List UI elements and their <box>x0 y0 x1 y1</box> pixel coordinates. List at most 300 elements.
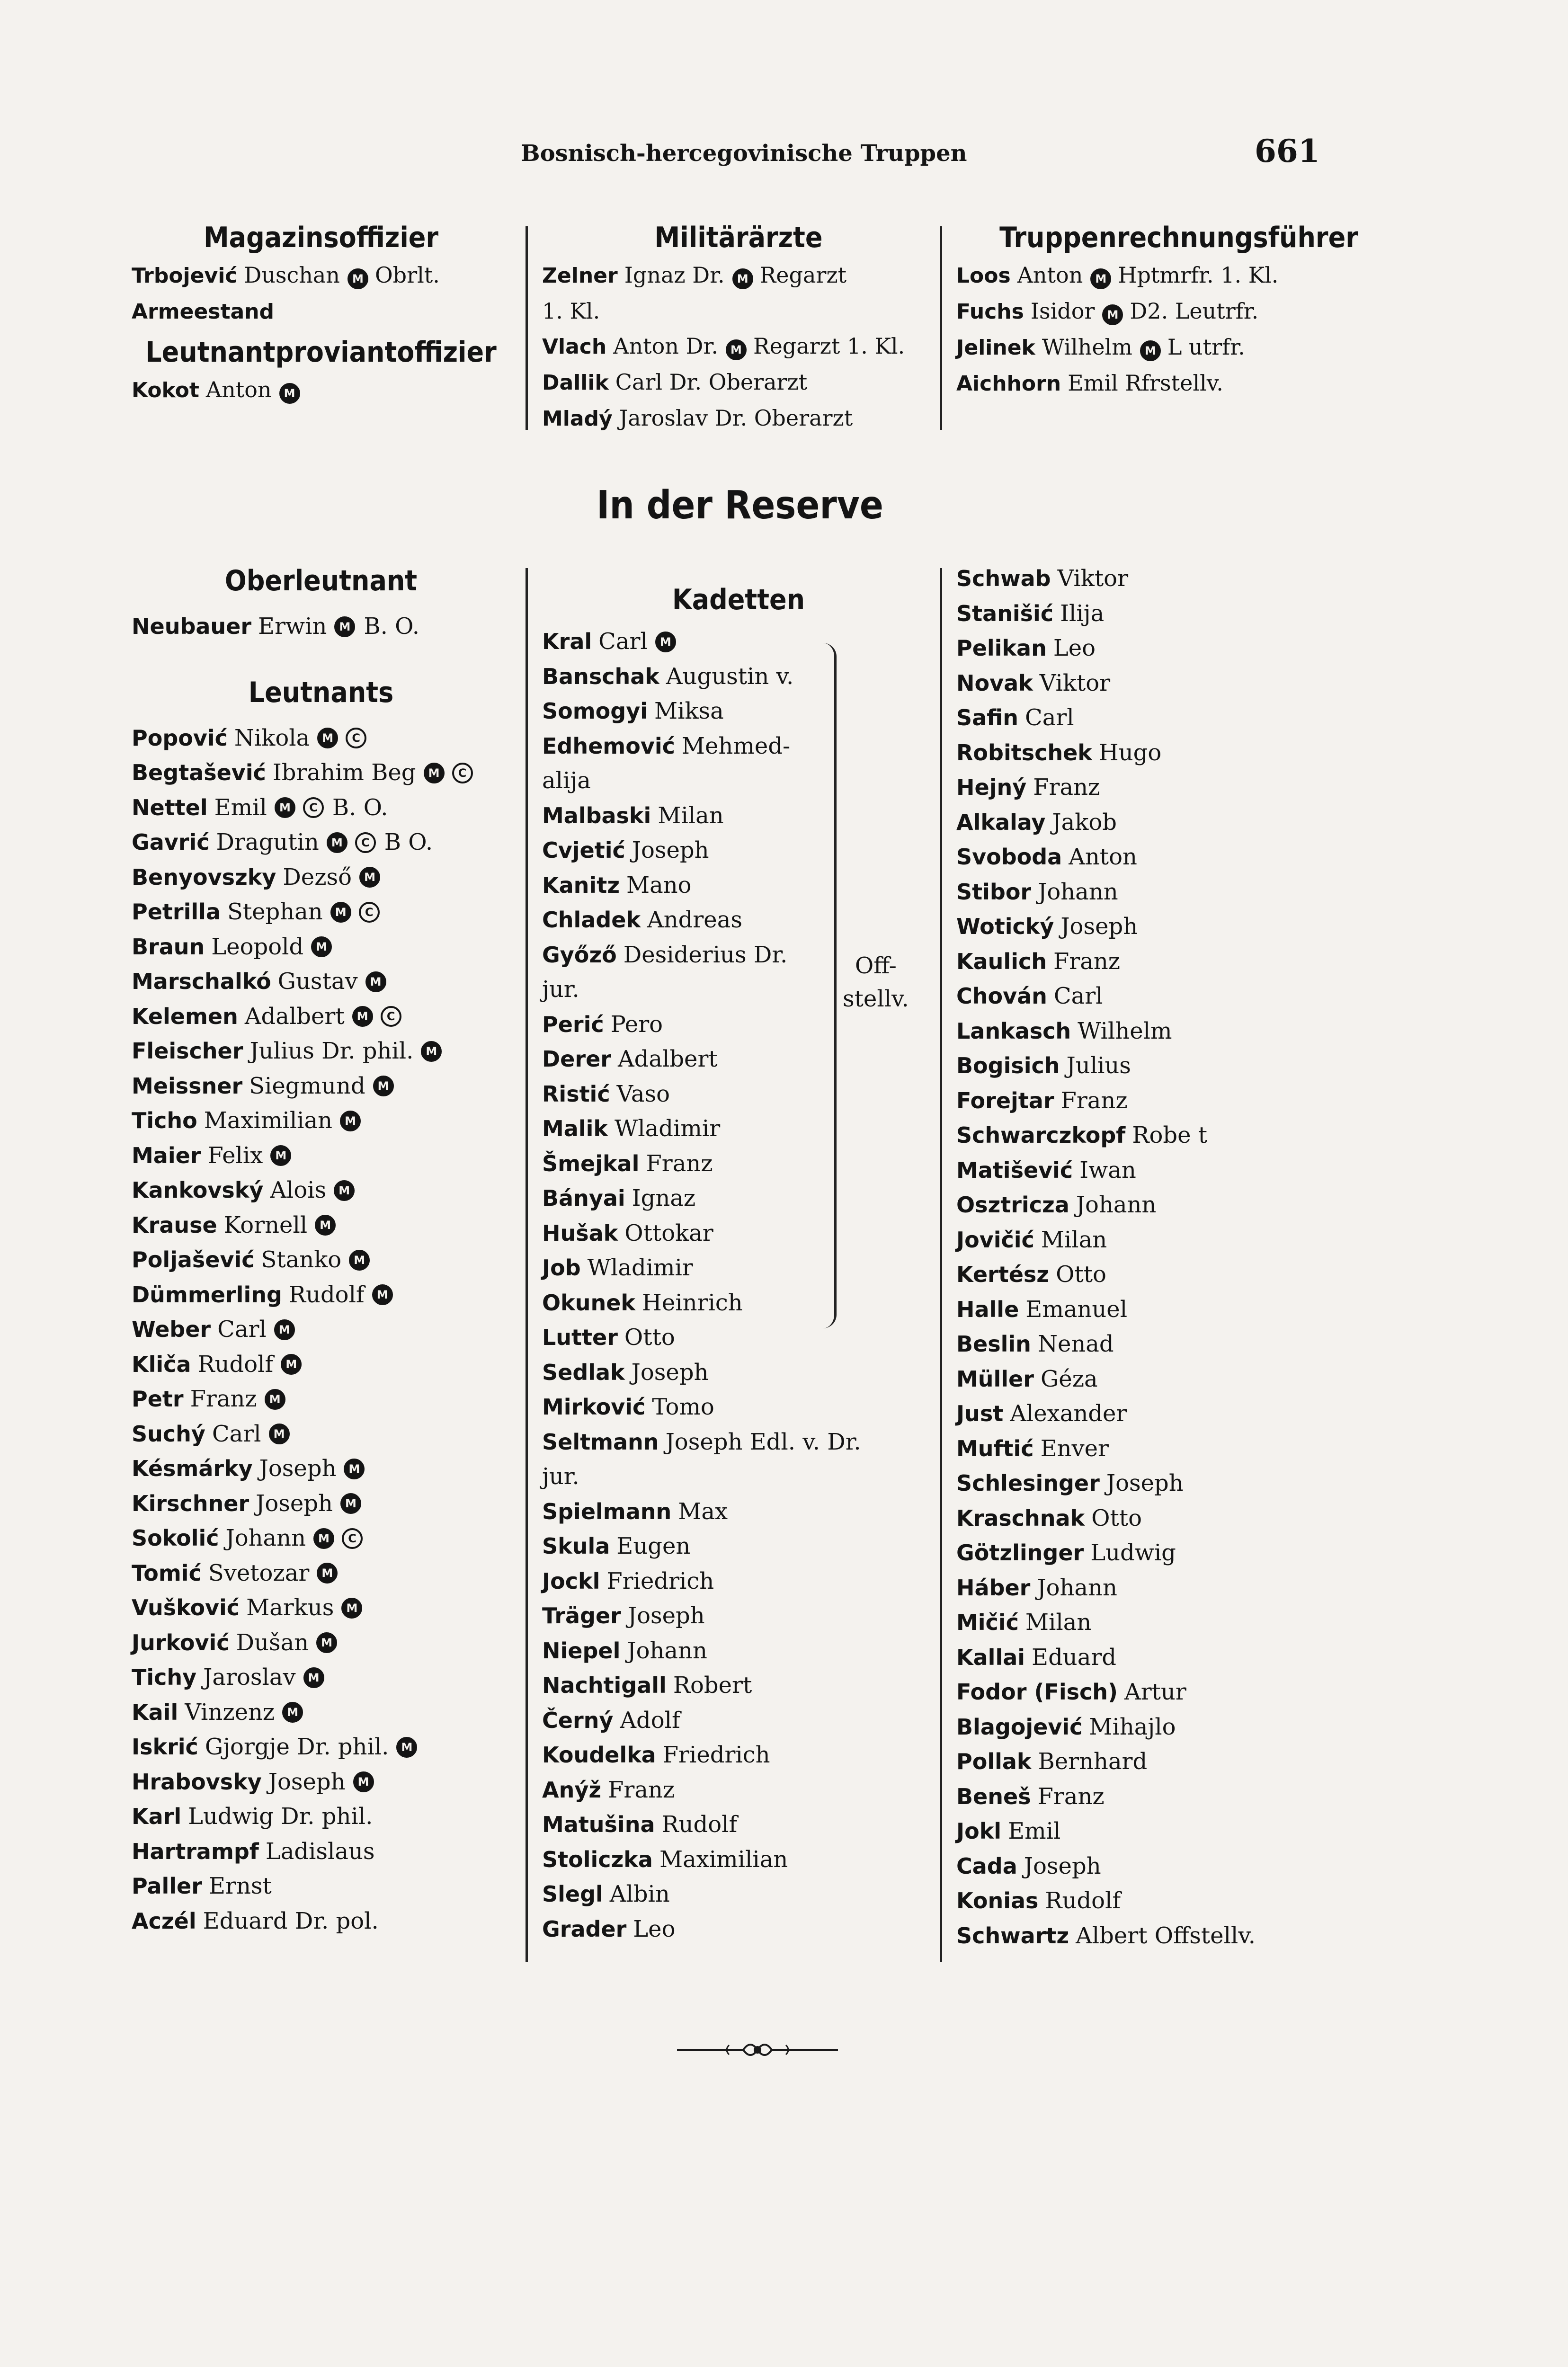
given-name: Eugen <box>616 1533 691 1559</box>
surname: Stanišić <box>956 600 1054 626</box>
surname: Tomić <box>132 1560 202 1586</box>
given-name: Bernhard <box>1038 1748 1148 1775</box>
m-badge-icon: M <box>334 616 355 637</box>
list-item <box>956 1362 1401 1397</box>
surname: Dallik <box>542 371 609 395</box>
surname: Okunek <box>542 1290 635 1316</box>
surname: Konias <box>956 1888 1039 1913</box>
given-name: Ludwig <box>1090 1539 1176 1566</box>
given-name: Artur <box>1124 1679 1186 1705</box>
list-item <box>132 372 510 408</box>
surname: Koudelka <box>542 1742 656 1768</box>
given-name: Joseph <box>632 837 709 863</box>
list-item <box>132 609 510 644</box>
list-item <box>956 1780 1401 1815</box>
surname: Zelner <box>542 264 618 288</box>
list-item <box>132 1312 510 1347</box>
given-name: Carl Dr. Oberarzt <box>615 369 808 395</box>
given-name: Svetozar <box>208 1559 310 1586</box>
list-item <box>542 1390 935 1425</box>
kadetten-list <box>542 624 935 1947</box>
rank: Obrlt. <box>374 262 440 288</box>
given-name: Siegmund <box>249 1072 365 1099</box>
c-badge-icon: C <box>355 832 376 853</box>
surname: Götzlinger <box>956 1540 1084 1566</box>
list-item <box>956 1710 1401 1745</box>
c-badge-icon: C <box>303 797 324 818</box>
list-item <box>132 825 510 860</box>
list-item <box>542 1147 935 1182</box>
list-item <box>542 1842 935 1878</box>
given-name: Rudolf <box>288 1281 365 1308</box>
given-name: Franz <box>1053 948 1121 975</box>
kadetten-column <box>542 580 935 1947</box>
surname: Aichhorn <box>956 372 1061 396</box>
m-badge-icon: M <box>340 1493 361 1514</box>
given-name: Johann <box>1038 878 1118 905</box>
list-item <box>542 1042 935 1077</box>
surname: Petr <box>132 1386 184 1412</box>
list-item <box>956 1014 1401 1049</box>
surname: Svoboda <box>956 844 1062 870</box>
given-name: Max <box>678 1498 728 1525</box>
list-item <box>956 840 1401 875</box>
list-item <box>132 1382 510 1417</box>
top-right-column <box>956 218 1401 401</box>
given-name: Otto <box>1091 1504 1142 1531</box>
list-item <box>542 1912 935 1947</box>
m-badge-icon: M <box>344 1459 365 1479</box>
given-name: Franz <box>646 1150 713 1177</box>
given-name: Miksa <box>654 698 724 724</box>
surname: Jurković <box>132 1629 230 1655</box>
list-item <box>956 944 1401 979</box>
given-name: Otto <box>624 1324 675 1351</box>
c-badge-icon: C <box>452 763 473 783</box>
list-item <box>542 1112 935 1147</box>
surname: Fleischer <box>132 1038 243 1064</box>
surname: Edhemović <box>542 733 675 759</box>
list-item <box>132 1278 510 1313</box>
given-name: Carl <box>212 1420 261 1447</box>
list-item <box>132 1243 510 1278</box>
list-item <box>542 1320 935 1355</box>
list-item <box>542 1773 935 1808</box>
surname: Stibor <box>956 879 1032 905</box>
given-name: Joseph <box>627 1602 705 1629</box>
surname: Just <box>956 1401 1004 1426</box>
m-badge-icon: M <box>352 1006 373 1027</box>
m-badge-icon: M <box>349 1250 370 1271</box>
given-name: Robe t <box>1132 1122 1208 1148</box>
list-item <box>132 294 510 329</box>
surname: Jovičić <box>956 1227 1034 1253</box>
list-item <box>542 1807 935 1842</box>
given-name: alija <box>542 767 591 794</box>
given-name: Ignaz Dr. <box>624 262 725 288</box>
list-item <box>956 1153 1401 1188</box>
surname: Matušina <box>542 1812 655 1837</box>
rank: D2. Leutrfr. <box>1130 298 1259 324</box>
given-name: Dezső <box>283 863 352 890</box>
surname: Hrabovsky <box>132 1769 262 1795</box>
reserve-right-column <box>956 561 1401 1953</box>
surname: Schwab <box>956 566 1051 591</box>
rank: Hptmrfr. 1. Kl. <box>1118 262 1279 288</box>
list-item <box>542 659 935 694</box>
given-name: Hugo <box>1098 739 1162 766</box>
leutnant-list <box>132 721 510 1939</box>
list-item <box>542 365 935 400</box>
surname: Jokl <box>956 1818 1002 1844</box>
rank: Regarzt 1. Kl. <box>753 333 905 359</box>
given-name: Gjorgje Dr. phil. <box>205 1734 389 1760</box>
m-badge-icon: M <box>424 763 445 783</box>
given-name: Joseph Edl. v. Dr. <box>665 1428 861 1455</box>
m-badge-icon: M <box>265 1389 285 1410</box>
m-badge-icon: M <box>282 1702 303 1723</box>
surname: Halle <box>956 1296 1019 1322</box>
surname: Kanitz <box>542 872 620 898</box>
given-name: Adalbert <box>244 1003 345 1030</box>
list-item <box>542 624 935 659</box>
list-item <box>132 1869 510 1904</box>
surname: Gavrić <box>132 829 210 855</box>
section-title-reserve: In der Reserve <box>597 483 883 528</box>
surname: Spielmann <box>542 1498 672 1524</box>
list-item <box>132 1521 510 1556</box>
surname: Lutter <box>542 1325 618 1350</box>
section-title-militaeraerzte: Militärärzte <box>654 221 823 254</box>
list-item <box>956 1397 1401 1432</box>
list-item <box>132 1556 510 1591</box>
surname: Maier <box>132 1142 201 1168</box>
given-name: Augustin v. <box>666 663 794 690</box>
given-name: Milan <box>658 802 724 829</box>
given-name: Wilhelm <box>1078 1017 1172 1044</box>
surname: Šmejkal <box>542 1150 640 1176</box>
surname: Trbojević <box>132 264 238 288</box>
surname: Beslin <box>956 1331 1031 1357</box>
surname: Suchý <box>132 1421 205 1447</box>
surname: Skula <box>542 1533 610 1559</box>
surname: Kirschner <box>132 1490 249 1516</box>
surname: Osztricza <box>956 1192 1069 1218</box>
given-name: Johann <box>627 1637 707 1664</box>
c-badge-icon: C <box>359 902 380 923</box>
list-item <box>542 400 935 436</box>
surname: Ticho <box>132 1108 197 1133</box>
m-badge-icon: M <box>327 832 347 853</box>
section-title-leutnantproviantoffizier: Leutnantproviantoffizier <box>145 336 497 369</box>
suffix: B. O. <box>364 613 419 640</box>
officers-column <box>132 561 510 1939</box>
given-name: Carl <box>1025 704 1074 731</box>
given-name: Robert <box>673 1672 752 1699</box>
given-name: Julius <box>1066 1052 1131 1079</box>
rank: Regarzt <box>759 262 847 288</box>
section-title-magazinsoffizier: Magazinsoffizier <box>203 221 439 254</box>
given-name: Jaroslav Dr. Oberarzt <box>619 405 853 431</box>
column-rule-lower-1 <box>526 568 528 1962</box>
given-name: Mihajlo <box>1089 1713 1176 1740</box>
list-item <box>132 1591 510 1626</box>
m-badge-icon: M <box>316 1632 337 1653</box>
given-name: Joseph <box>256 1490 333 1517</box>
m-badge-icon: M <box>421 1041 442 1062</box>
surname: Muftić <box>956 1435 1034 1461</box>
list-item <box>956 701 1401 736</box>
list-item <box>132 791 510 826</box>
rank: L utrfr. <box>1167 334 1245 360</box>
given-name: Ottokar <box>624 1219 713 1246</box>
m-badge-icon: M <box>365 971 386 992</box>
given-name: Leopold <box>211 933 304 960</box>
given-name: Franz <box>608 1776 675 1803</box>
given-name: Vaso <box>616 1080 670 1107</box>
list-item <box>956 1432 1401 1467</box>
given-name: Nenad <box>1037 1331 1114 1357</box>
m-badge-icon: M <box>340 1111 361 1131</box>
surname: Bányai <box>542 1185 625 1211</box>
surname: Kaulich <box>956 948 1047 974</box>
list-item <box>132 895 510 930</box>
given-name: Géza <box>1040 1365 1098 1392</box>
surname: Tichy <box>132 1664 197 1690</box>
list-item <box>542 1459 935 1495</box>
section-title-truppenrechnungsfuehrer: Truppenrechnungsführer <box>999 221 1358 254</box>
list-item <box>132 721 510 756</box>
given-name: Stanko <box>261 1246 342 1273</box>
surname: Pollak <box>956 1749 1032 1774</box>
list-item <box>956 1327 1401 1362</box>
given-name: Franz <box>190 1386 257 1412</box>
m-badge-icon: M <box>317 728 338 748</box>
given-name: Milan <box>1041 1226 1107 1253</box>
given-name: Viktor <box>1057 565 1129 592</box>
given-name: Emil <box>1008 1818 1061 1844</box>
given-name: Mehmed- <box>681 732 791 759</box>
surname: Derer <box>542 1046 611 1072</box>
brace-label-line-2: stellv. <box>843 986 909 1012</box>
list-item <box>132 1486 510 1522</box>
list-item <box>542 1077 935 1112</box>
given-name: Franz <box>1060 1087 1128 1114</box>
given-name: Stephan <box>227 899 323 925</box>
surname: Robitschek <box>956 739 1092 765</box>
list-item <box>542 1599 935 1634</box>
list-item <box>542 1495 935 1530</box>
surname: Malbaski <box>542 802 651 828</box>
list-item <box>542 1634 935 1669</box>
m-badge-icon: M <box>655 632 676 652</box>
surname: Slegl <box>542 1881 603 1907</box>
given-name: Alois <box>270 1177 327 1203</box>
given-name: Iwan <box>1079 1157 1136 1184</box>
list-item <box>132 1208 510 1243</box>
given-name: Heinrich <box>641 1289 743 1316</box>
given-name: Rudolf <box>1045 1887 1121 1914</box>
given-name: Ladislaus <box>265 1838 375 1865</box>
list-item <box>956 1118 1401 1153</box>
given-name: Julius Dr. phil. <box>249 1038 414 1064</box>
list-item <box>956 1919 1401 1954</box>
list-item <box>956 1223 1401 1258</box>
list-item <box>956 365 1401 401</box>
list-item <box>132 1173 510 1208</box>
surname: Loos <box>956 264 1011 288</box>
surname: Seltmann <box>542 1429 659 1455</box>
surname: Mladý <box>542 407 613 431</box>
m-badge-icon: M <box>334 1180 355 1201</box>
given-name: Ilija <box>1060 600 1105 627</box>
m-badge-icon: M <box>303 1667 324 1688</box>
surname: Paller <box>132 1873 202 1899</box>
surname: Sedlak <box>542 1359 625 1385</box>
given-name: Jaroslav <box>203 1664 296 1691</box>
given-name: Carl <box>1053 983 1103 1009</box>
given-name: Erwin <box>258 613 327 640</box>
c-badge-icon: C <box>381 1006 401 1027</box>
list-item <box>132 1660 510 1695</box>
list-item <box>956 1571 1401 1606</box>
surname: Aczél <box>132 1908 196 1934</box>
list-item <box>542 294 935 329</box>
given-name: jur. <box>542 976 579 1003</box>
surname: Schwartz <box>956 1922 1069 1949</box>
given-name: Johann <box>225 1525 306 1551</box>
rank-continued: 1. Kl. <box>542 298 600 324</box>
given-name: Joseph <box>631 1359 709 1386</box>
surname: Černý <box>542 1707 614 1733</box>
given-name: Rudolf <box>661 1811 738 1838</box>
list-item <box>956 1744 1401 1780</box>
surname: Blagojević <box>956 1714 1083 1740</box>
given-name: Duschan <box>244 262 340 288</box>
list-item <box>542 1564 935 1599</box>
m-badge-icon: M <box>373 1076 394 1096</box>
given-name: Johann <box>1037 1574 1117 1601</box>
given-name: Albert Offstellv. <box>1076 1922 1256 1949</box>
surname: Lankasch <box>956 1018 1071 1044</box>
given-name: Joseph <box>1106 1470 1184 1496</box>
surname: Vlach <box>542 335 607 359</box>
list-item <box>542 1355 935 1390</box>
section-title-oberleutnant: Oberleutnant <box>224 564 418 597</box>
list-item <box>132 756 510 791</box>
given-name: Nikola <box>234 724 310 751</box>
surname: Somogyi <box>542 698 648 724</box>
list-item <box>956 1049 1401 1084</box>
given-name: Anton <box>1069 844 1137 870</box>
surname: Wotický <box>956 914 1054 939</box>
list-item <box>542 729 935 764</box>
list-item <box>956 1188 1401 1223</box>
surname: Matišević <box>956 1157 1073 1183</box>
list-item <box>542 764 935 799</box>
surname: Petrilla <box>132 899 221 925</box>
m-badge-icon: M <box>372 1284 393 1305</box>
top-left-column <box>132 218 510 408</box>
given-name: Ernst <box>208 1873 272 1899</box>
m-badge-icon: M <box>1102 304 1123 325</box>
surname: Kelemen <box>132 1003 238 1029</box>
surname: Cvjetić <box>542 837 625 863</box>
given-name: Friedrich <box>606 1567 714 1594</box>
m-badge-icon: M <box>279 383 300 404</box>
surname: Marschalkó <box>132 969 271 994</box>
surname: Alkalay <box>956 809 1046 835</box>
list-item <box>542 1529 935 1564</box>
m-badge-icon: M <box>270 1145 291 1166</box>
surname: Chován <box>956 983 1047 1009</box>
given-name: Isidor <box>1030 298 1095 324</box>
list-item <box>956 1536 1401 1571</box>
c-badge-icon: C <box>346 728 366 748</box>
given-name: Albin <box>609 1881 670 1907</box>
list-item <box>542 1216 935 1251</box>
surname: Kokot <box>132 378 199 402</box>
brace-label <box>843 949 909 1015</box>
surname: Fuchs <box>956 300 1024 324</box>
list-item <box>542 694 935 729</box>
list-item <box>956 875 1401 910</box>
top-mid-column <box>542 218 935 436</box>
list-item <box>956 1084 1401 1119</box>
running-title: Bosnisch-hercegovinische Truppen <box>521 140 967 167</box>
m-badge-icon: M <box>269 1424 290 1444</box>
surname: Perić <box>542 1011 604 1037</box>
surname: Träger <box>542 1603 621 1628</box>
given-name: Eduard <box>1032 1644 1116 1671</box>
m-badge-icon: M <box>1140 340 1161 361</box>
surname: Forejtar <box>956 1087 1054 1113</box>
given-name: Felix <box>207 1142 263 1169</box>
given-name: Ibrahim Beg <box>272 759 416 786</box>
list-item <box>132 1695 510 1730</box>
surname: Dümmerling <box>132 1281 282 1308</box>
m-badge-icon: M <box>330 902 351 923</box>
list-item <box>542 799 935 834</box>
surname: Benyovszky <box>132 864 276 890</box>
list-item <box>132 930 510 965</box>
given-name: Viktor <box>1039 669 1111 696</box>
given-name: Alexander <box>1010 1400 1127 1427</box>
given-name: Anton <box>1017 262 1083 288</box>
list-item <box>956 736 1401 771</box>
given-name: Franz <box>1033 774 1100 801</box>
given-name: Adalbert <box>617 1046 718 1072</box>
list-item <box>132 1799 510 1834</box>
surname: Győző <box>542 942 617 968</box>
list-item <box>956 329 1401 365</box>
surname: Chladek <box>542 907 641 933</box>
surname: Popović <box>132 725 228 751</box>
list-item <box>542 868 935 903</box>
given-name: Emanuel <box>1025 1296 1128 1323</box>
m-badge-icon: M <box>347 268 368 289</box>
given-name: Rudolf <box>197 1351 274 1378</box>
list-item <box>956 1640 1401 1675</box>
surname: Háber <box>956 1575 1031 1601</box>
list-item <box>132 860 510 895</box>
surname: Mirković <box>542 1394 646 1420</box>
list-item <box>542 1425 935 1460</box>
m-badge-icon: M <box>315 1215 336 1236</box>
given-name: Mano <box>626 872 692 899</box>
given-name: Wladimir <box>587 1255 693 1281</box>
surname: Begtašević <box>132 760 266 785</box>
